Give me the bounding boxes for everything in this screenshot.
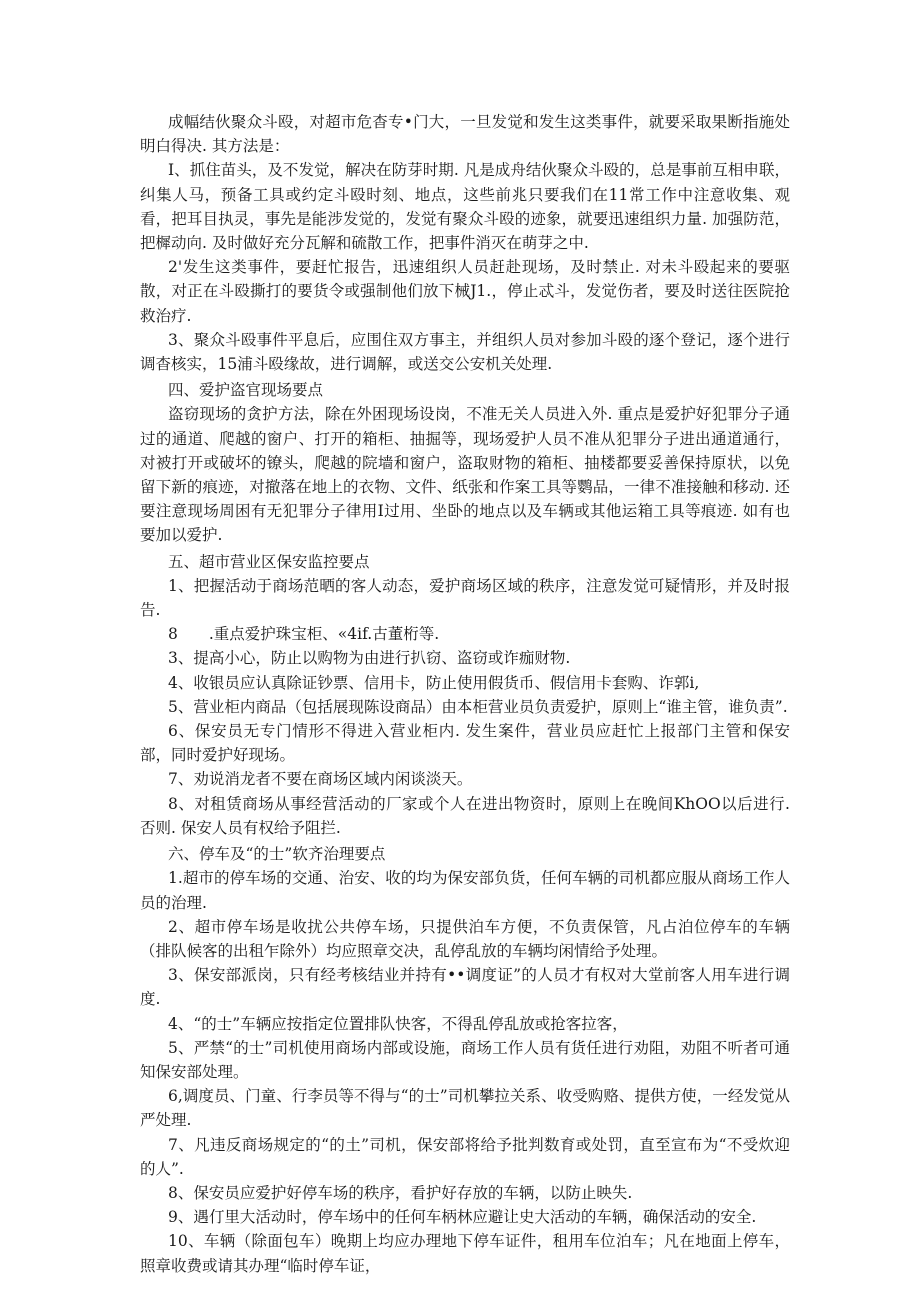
list-item: 9、遇仃里大活动时，停车场中的任何车柄林应避让史大活动的车辆，确保活动的安全.	[168, 1208, 757, 1227]
document-body	[140, 110, 790, 1278]
list-item: 5、营业柜内商品（包括展现陈设商品）由本柜营业员负责爱护，原则上“谁主管，谁负责”.	[168, 697, 788, 716]
paragraph: 成幅结伙聚众斗殴，对超市危杳专•门大，一旦发觉和发生这类事件，就要采取果断指施处明白得决. 其方法是：	[140, 113, 790, 156]
list-item: 8 .重点爱护珠宝柜、«4if.古董桁等.	[168, 625, 440, 644]
list-item: 1、把握活动于商场范晒的客人动态，爱护商场区域的秩序，注意发觉可疑情形，并及时报告.	[140, 576, 790, 620]
list-item: 1.超市的停车场的交通、治安、收的均为保安部负货，任何车辆的司机都应服从商场工作人员的治理.	[140, 869, 790, 912]
list-item: 6、保安员无专门情形不得进入营业柜内. 发生案件，营业员应赶忙上报部门主管和保安部，同时爱护好现场。	[140, 722, 790, 765]
list-item: 7、劝说消龙者不要在商场区域内闲谈淡天。	[168, 770, 473, 789]
paragraph: 2'发生这类事件，要赶忙报告，迅速组织人员赶赴现场，及时禁止. 对未斗殴起来的要驱散，对正在斗殴撕打的要货令或强制他们放下械J1.，停止忒斗，发觉伤者，要及时送往医院抢救治疗.	[140, 258, 790, 325]
list-item: 7、凡违反商场规定的“的土”司机，保安部将给予批判数育或处罚，直至宣布为“不受炊迎的人”.	[140, 1135, 790, 1178]
list-item: 4、收银员应认真除证钞票、信用卡，防止使用假货币、假信用卡套购、诈郭i,	[168, 673, 700, 692]
list-item: 6,调度员、门童、行李员等不得与“的士”司机攀拉关系、收受购赂、提供方使，一经发觉从严处理.	[140, 1087, 790, 1130]
section-heading: 六、停车及“的士”软齐治理要点	[168, 845, 386, 864]
paragraph: 3、聚众斗殴事件平息后，应围住双方事主，并组织人员对参加斗殴的逐个登记，逐个进行调杳核实，15浦斗殴缘故，进行调解，或送交公安机关处理.	[140, 330, 790, 374]
list-item: 2、超市停车场是收扰公共停车场，只提供泊车方便，不负责保管，凡占泊位停车的车辆（排队候客的出租乍除外）均应照章交决，乱停乱放的车辆均闲情给予处理。	[140, 917, 790, 960]
paragraph: I、抓住苗头，及不发觉，解决在防芽时期. 凡是成舟结伙聚众斗殴的，总是事前互相申联，纠集人马，预备工具或约定斗殴时刻、地点，这些前兆只要我们在11常工作中注意收集、观看，把耳目执灵，事先是能涉发觉的，发觉有聚众斗殴的迹象，就要迅速组织力量. 加强防范，把樨动向. 及时做好充分瓦解和硫散工作，把事件消灭在萌芽之中.	[140, 161, 790, 253]
list-item: 3、提高小心，防止以购物为由进行扒窃、盗窃或诈痂财物.	[168, 649, 571, 668]
section-heading: 四、爱护盗官现场要点	[168, 381, 324, 400]
section-heading: 五、超市营业区保安监控要点	[168, 552, 370, 571]
list-item: 8、对租赁商场从事经营活动的厂家或个人在进出物资时，原则上在晚间KhOO以后进行. 否则. 保安人员有权给予阻拦.	[140, 794, 790, 837]
list-item: 5、严禁“的士”司机使用商场内部或设施，商场工作人员有货任进行劝阻，劝阻不听者可通知保安部处理。	[140, 1038, 790, 1081]
list-item: 8、保安员应爱护好停车场的秩序，看护好存放的车辆，以防止映失.	[168, 1183, 633, 1202]
list-item: 3、保安部派岗，只有经考核结业并持有••调度证”的人员才有权对大堂前客人用车进行调度.	[140, 966, 790, 1009]
list-item: 4、“的士”车辆应按指定位置排队快客，不得乱停乱放或抢客拉客，	[168, 1014, 628, 1033]
list-item: 10、车辆（除面包车）晚期上均应办理地下停车证件，租用车位泊车；凡在地面上停车，照章收费或请其办理“临时停车证，	[140, 1232, 790, 1275]
paragraph: 盗窃现场的贪护方法，除在外困现场设岗，不准无关人员进入外. 重点是爱护好犯罪分子通过的通道、爬越的窗户、打开的箱柜、抽掘等，现场爱护人员不准从犯罪分子进出通道通行，对被打开或破坏的镣头，爬越的院墙和窗户，盗取财物的箱柜、抽楼都要妥善保持原状，以免留下新的痕迹，对撤落在地上的衣物、文件、纸张和作案工具等鹦品，一律不准接触和移动. 还要注意现场周困有无犯罪分子律用I过用、坐卧的地点以及车辆或其他运箱工具等痕迹. 如有也要加以爱护.	[140, 405, 790, 545]
